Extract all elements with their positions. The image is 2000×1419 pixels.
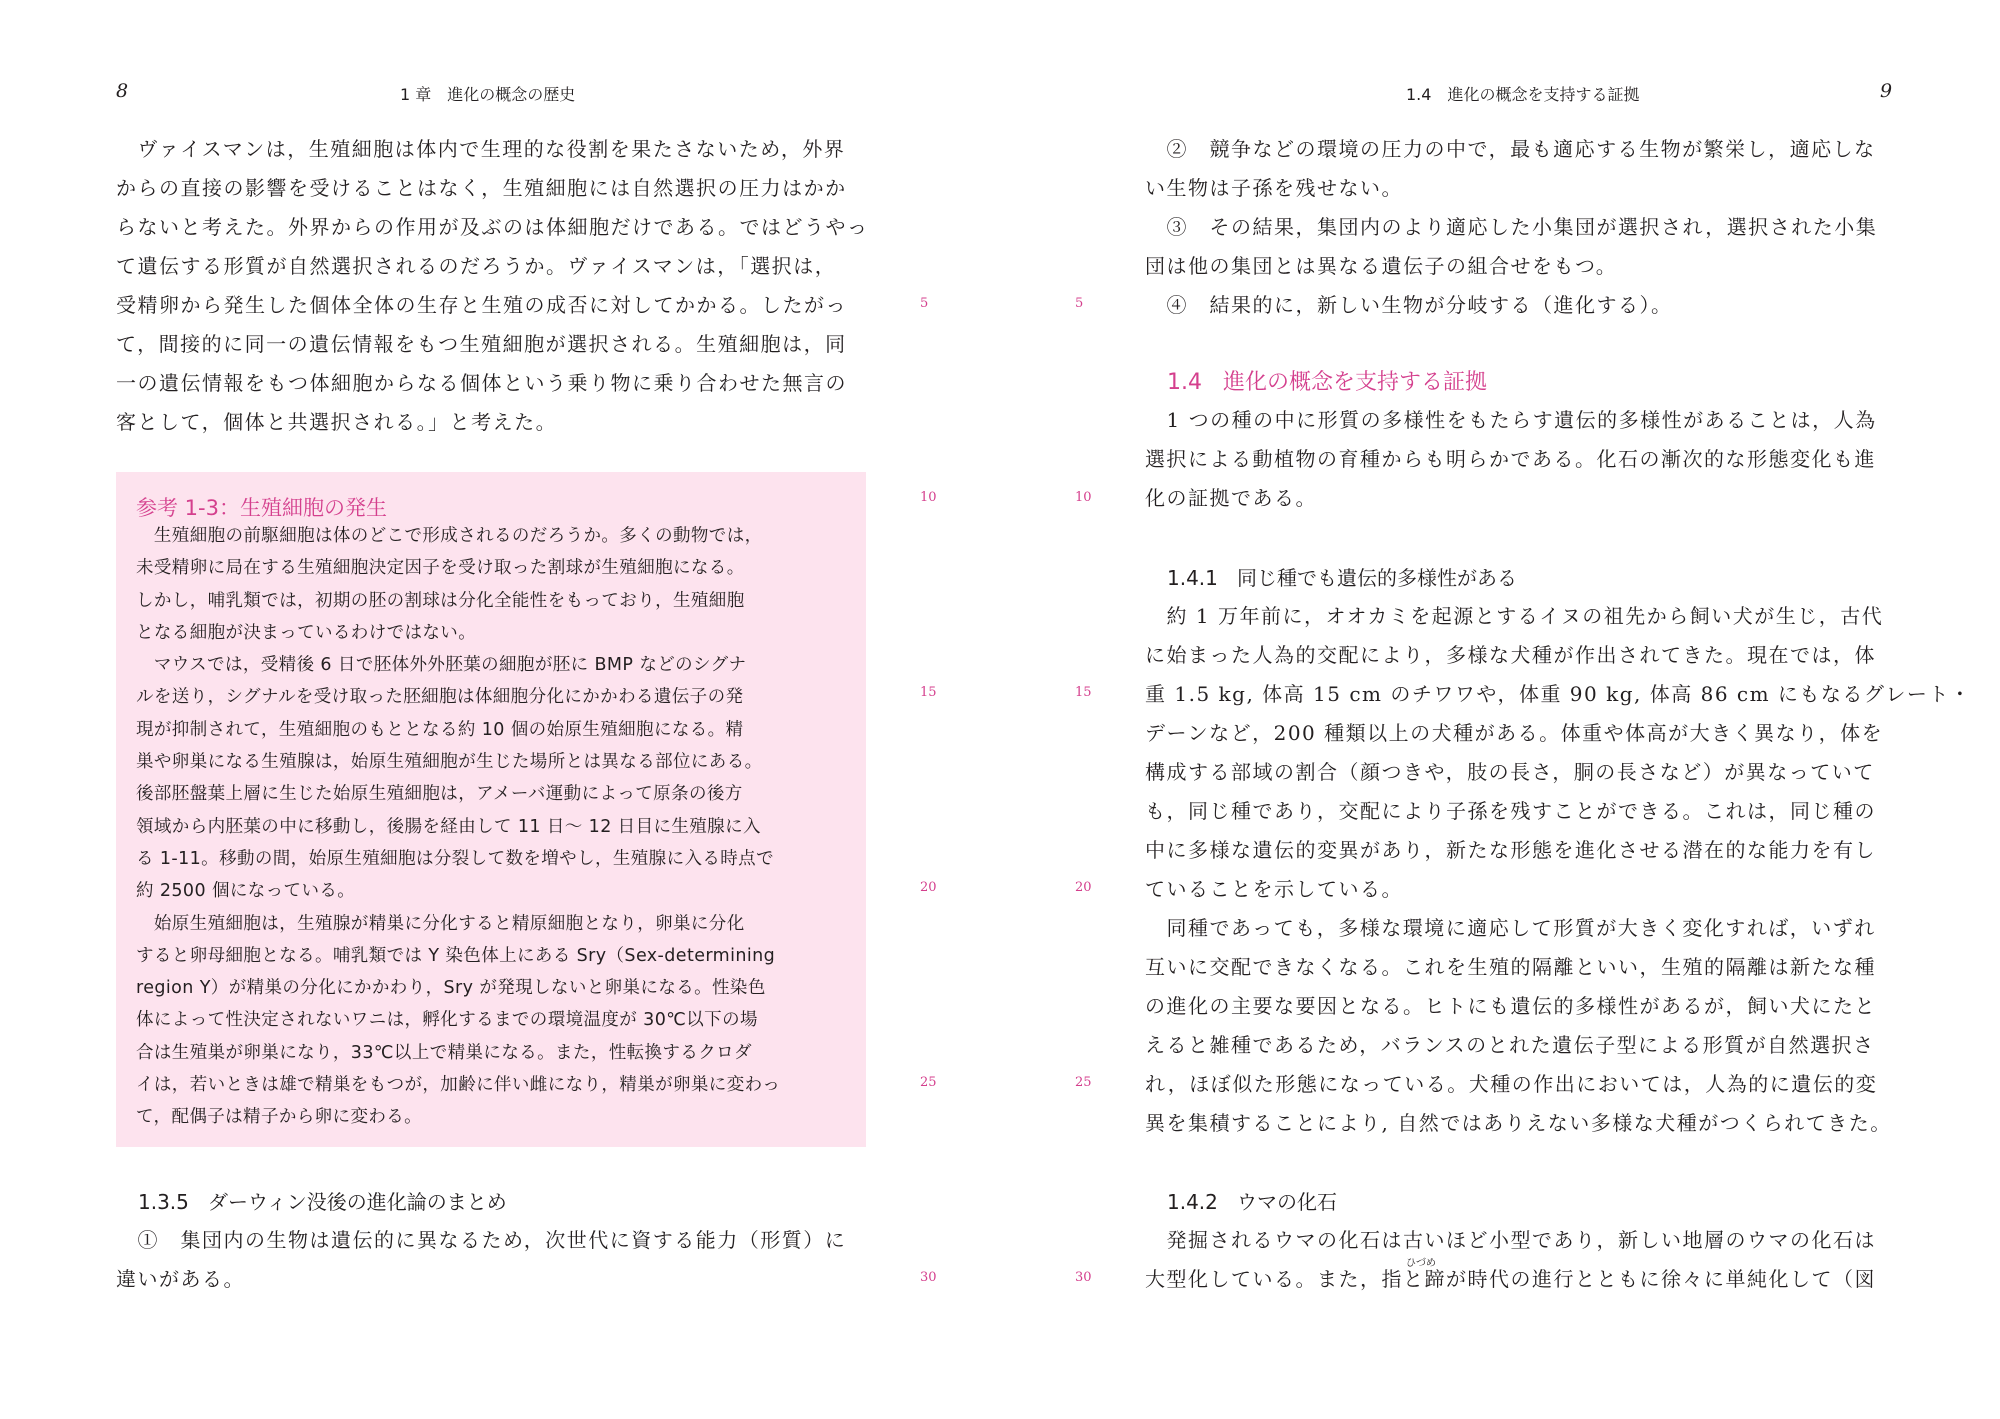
section-number: 1.4.1 bbox=[1167, 566, 1218, 590]
ruby-annotation: ひづめ bbox=[1406, 1258, 1436, 1269]
page-number: 9 bbox=[1880, 80, 1893, 102]
text-line: 異を集積することにより, 自然ではありえない多様な犬種がつくられてきた。 bbox=[1145, 1111, 1892, 1135]
right-page bbox=[1000, 0, 2000, 1419]
line-number: 20 bbox=[1075, 880, 1092, 895]
line-number: 5 bbox=[920, 296, 929, 311]
text-line: えると雑種であるため，バランスのとれた遺伝子型による形質が自然選択さ bbox=[1145, 1033, 1875, 1057]
text-line: 互いに交配できなくなる。これを生殖的隔離といい，生殖的隔離は新たな種 bbox=[1145, 955, 1876, 979]
note-line: となる細胞が決まっているわけではない。 bbox=[136, 622, 477, 643]
text-line: て遺伝する形質が自然選択されるのだろうか。ヴァイスマンは，「選択は， bbox=[116, 254, 837, 278]
note-line: 領域から内胚葉の中に移動し，後腸を経由して 11 日～ 12 日目に生殖腺に入 bbox=[136, 816, 761, 837]
text-line: 一の遺伝情報をもつ体細胞からなる個体という乗り物に乗り合わせた無言の bbox=[116, 371, 847, 395]
running-head: 1 章 進化の概念の歴史 bbox=[400, 85, 576, 104]
section-heading-1-4-1 bbox=[1167, 562, 1517, 591]
note-body bbox=[136, 520, 780, 1134]
line-number: 5 bbox=[1075, 296, 1084, 311]
line-number: 10 bbox=[1075, 490, 1092, 505]
text-line: ③ その結果，集団内のより適応した小集団が選択され，選択された小集 bbox=[1145, 215, 1878, 239]
text-line: に始まった人為的交配により，多様な犬種が作出されてきた。現在では，体 bbox=[1145, 643, 1876, 667]
note-line: る 1-11。移動の間，始原生殖細胞は分裂して数を増やし，生殖腺に入る時点で bbox=[136, 848, 774, 869]
text-line: い生物は子孫を残せない。 bbox=[1145, 176, 1403, 200]
text-line: ヴァイスマンは，生殖細胞は体内で生理的な役割を果たさないため，外界 bbox=[116, 137, 846, 161]
note-title: 参考 1-3：生殖細胞の発生 bbox=[136, 496, 387, 520]
note-line: 現が抑制されて，生殖細胞のもととなる約 10 個の始原生殖細胞になる。精 bbox=[136, 719, 744, 740]
summary-continued bbox=[1145, 130, 1877, 325]
text-line: デーンなど，200 種類以上の犬種がある。体重や体高が大きく異なり，体を bbox=[1145, 721, 1884, 745]
text-line: の進化の主要な要因となる。ヒトにも遺伝的多様性があるが，飼い犬にたと bbox=[1145, 994, 1876, 1018]
reference-note-box bbox=[116, 472, 866, 1147]
line-number: 15 bbox=[920, 685, 937, 700]
note-line: ルを送り，シグナルを受け取った胚細胞は体細胞分化にかかわる遺伝子の発 bbox=[136, 687, 744, 708]
note-line: 体によって性決定されないワニは，孵化するまでの環境温度が 30℃以下の場 bbox=[136, 1010, 758, 1031]
line-number-column bbox=[1075, 0, 1105, 1419]
running-head: 1.4 進化の概念を支持する証拠 bbox=[1406, 85, 1640, 104]
text-line: 同種であっても，多様な環境に適応して形質が大きく変化すれば，いずれ bbox=[1145, 916, 1876, 940]
section-heading-1-3-5 bbox=[138, 1186, 507, 1215]
line-number: 30 bbox=[1075, 1270, 1092, 1285]
text-line: れ，ほぼ似た形態になっている。犬種の作出においては，人為的に遺伝的変 bbox=[1145, 1072, 1878, 1096]
line-number: 10 bbox=[920, 490, 937, 505]
note-line: マウスでは，受精後 6 日で胚体外外胚葉の細胞が胚に BMP などのシグナ bbox=[136, 655, 747, 676]
section-title: ダーウィン没後の進化論のまとめ bbox=[208, 1190, 507, 1214]
section-number: 1.3.5 bbox=[138, 1190, 189, 1214]
text-line: ② 競争などの環境の圧力の中で，最も適応する生物が繁栄し，適応しな bbox=[1145, 137, 1876, 161]
text-line: 中に多様な遺伝的変異があり，新たな形態を進化させる潜在的な能力を有し bbox=[1145, 838, 1876, 862]
section-heading-1-4-2 bbox=[1167, 1186, 1337, 1215]
line-number: 25 bbox=[1075, 1075, 1092, 1090]
section-1-4-body bbox=[1145, 401, 1877, 518]
text-line: 客として，個体と共選択される。」と考えた。 bbox=[116, 410, 558, 434]
text-line: て，間接的に同一の遺伝情報をもつ生殖細胞が選択される。生殖細胞は，同 bbox=[116, 332, 847, 356]
text-line: 発掘されるウマの化石は古いほど小型であり，新しい地層のウマの化石は bbox=[1145, 1228, 1876, 1252]
text-line: 1 つの種の中に形質の多様性をもたらす遺伝的多様性があることは，人為 bbox=[1145, 408, 1877, 432]
intro-paragraph bbox=[116, 130, 869, 442]
text-line: ④ 結果的に，新しい生物が分岐する（進化する）。 bbox=[1145, 293, 1673, 317]
text-line: 選択による動植物の育種からも明らかである。化石の漸次的な形態変化も進 bbox=[1145, 447, 1876, 471]
text-line: からの直接の影響を受けることはなく，生殖細胞には自然選択の圧力はかか bbox=[116, 176, 847, 200]
section-title: 進化の概念を支持する証拠 bbox=[1223, 370, 1488, 395]
note-line: 未受精卵に局在する生殖細胞決定因子を受け取った割球が生殖細胞になる。 bbox=[136, 558, 745, 579]
note-line: 約 2500 個になっている。 bbox=[136, 881, 356, 902]
note-line: 生殖細胞の前駆細胞は体のどこで形成されるのだろうか。多くの動物では， bbox=[136, 526, 763, 546]
line-number: 30 bbox=[920, 1270, 937, 1285]
text-line: ていることを示している。 bbox=[1145, 877, 1403, 901]
page-number: 8 bbox=[116, 80, 129, 102]
line-number: 25 bbox=[920, 1075, 937, 1090]
line-number: 20 bbox=[920, 880, 937, 895]
text-line: 重 1.5 kg, 体高 15 cm のチワワや，体重 90 kg, 体高 86 cm にもなるグレート・ bbox=[1145, 682, 1972, 706]
text-line: 大型化している。また，指と蹄が時代の進行とともに徐々に単純化して（図 bbox=[1145, 1267, 1876, 1291]
line-number: 15 bbox=[1075, 685, 1092, 700]
note-line: しかし，哺乳類では，初期の胚の割球は分化全能性をもっており，生殖細胞 bbox=[136, 590, 745, 611]
text-line: 約 1 万年前に，オオカミを起源とするイヌの祖先から飼い犬が生じ，古代 bbox=[1145, 604, 1884, 628]
section-title: 同じ種でも遺伝的多様性がある bbox=[1237, 566, 1517, 590]
text-line: ① 集団内の生物は遺伝的に異なるため，次世代に資する能力（形質）に bbox=[116, 1228, 847, 1252]
section-number: 1.4.2 bbox=[1167, 1190, 1218, 1214]
text-line: 構成する部域の割合（顔つきや，肢の長さ，胴の長さなど）が異なっていて bbox=[1145, 760, 1875, 784]
text-line: 化の証拠である。 bbox=[1145, 486, 1317, 510]
line-number-column bbox=[920, 0, 950, 1419]
section-number: 1.4 bbox=[1167, 370, 1202, 395]
section-title: ウマの化石 bbox=[1237, 1190, 1337, 1214]
note-line: 巣や卵巣になる生殖腺は，始原生殖細胞が生じた場所とは異なる部位にある。 bbox=[136, 752, 763, 773]
note-line: イは，若いときは雄で精巣をもつが，加齢に伴い雌になり，精巣が卵巣に変わっ bbox=[136, 1075, 781, 1096]
section-heading-1-4 bbox=[1167, 365, 1487, 396]
note-line: て，配偶子は精子から卵に変わる。 bbox=[136, 1107, 423, 1128]
note-line: すると卵母細胞となる。哺乳類では Y 染色体上にある Sry（Sex-determining bbox=[136, 945, 776, 966]
section-1-4-1-body bbox=[1145, 597, 1971, 1143]
note-line: 始原生殖細胞は，生殖腺が精巣に分化すると精原細胞となり，卵巣に分化 bbox=[136, 913, 745, 934]
text-line: 団は他の集団とは異なる遺伝子の組合せをもつ。 bbox=[1145, 254, 1618, 278]
section-1-4-2-body bbox=[1145, 1221, 1876, 1299]
note-line: 後部胚盤葉上層に生じた始原生殖細胞は，アメーバ運動によって原条の後方 bbox=[136, 784, 743, 805]
text-line: 違いがある。 bbox=[116, 1267, 245, 1291]
text-line: 受精卵から発生した個体全体の生存と生殖の成否に対してかかる。したがっ bbox=[116, 293, 847, 317]
note-line: region Y）が精巣の分化にかかわり，Sry が発現しないと卵巣になる。性染色 bbox=[136, 978, 766, 999]
note-line: 合は生殖巣が卵巣になり，33℃以上で精巣になる。また，性転換するクロダ bbox=[136, 1042, 752, 1063]
section-1-3-5-body bbox=[116, 1221, 846, 1299]
text-line: も，同じ種であり，交配により子孫を残すことができる。これは，同じ種の bbox=[1145, 799, 1876, 823]
text-line: らないと考えた。外界からの作用が及ぶのは体細胞だけである。ではどうやっ bbox=[116, 215, 869, 239]
